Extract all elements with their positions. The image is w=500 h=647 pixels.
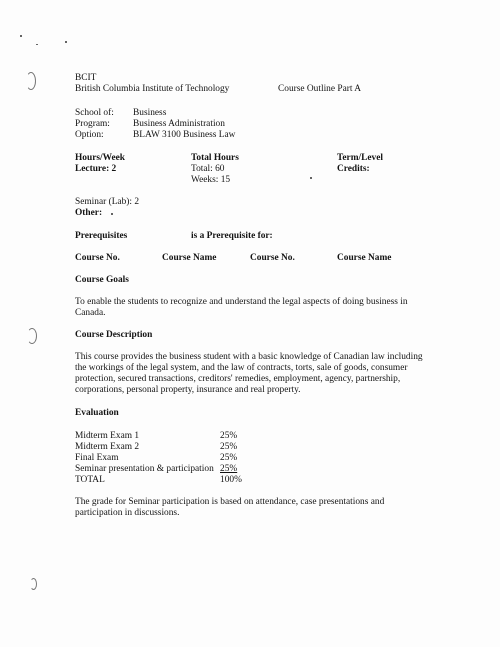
lecture-hours: Lecture: 2 [75, 164, 117, 174]
evaluation-row [75, 431, 255, 442]
evaluation-item: Final Exam [75, 453, 119, 463]
total-hours: Total: 60 [191, 164, 225, 174]
school-label: School of: [75, 108, 114, 118]
evaluation-heading: Evaluation [75, 408, 119, 418]
scan-speck [20, 35, 22, 37]
course-goals-heading: Course Goals [75, 275, 129, 285]
evaluation-total-percent: 100% [220, 475, 242, 485]
weeks: Weeks: 15 [191, 175, 231, 185]
seminar-hours: Seminar (Lab): 2 [75, 197, 140, 207]
evaluation-percent: 25% [220, 442, 238, 452]
school-value: Business [133, 108, 167, 118]
document-title: Course Outline Part A [278, 84, 362, 94]
evaluation-row [75, 464, 255, 475]
org-full-name: British Columbia Institute of Technology [75, 84, 230, 94]
org-short-name: BCIT [75, 73, 97, 83]
prereq-course-name-header: Course Name [162, 253, 217, 263]
course-description-heading: Course Description [75, 330, 153, 340]
scan-speck [310, 177, 312, 179]
program-value: Business Administration [133, 119, 225, 129]
binder-hole-mark [27, 328, 37, 344]
binder-hole-mark [26, 72, 36, 90]
hours-week-label: Hours/Week [75, 153, 126, 163]
term-level-label: Term/Level [337, 153, 383, 163]
evaluation-total-row [75, 475, 255, 486]
option-label: Option: [75, 130, 104, 140]
scan-speck [36, 44, 38, 45]
course-goals-text: To enable the students to recognize and understand the legal aspects of doing business in Canada. [75, 297, 408, 318]
evaluation-total-label: TOTAL [75, 475, 105, 485]
course-description-text: This course provides the business student with a basic knowledge of Canadian law including the workings of the legal system, and the law of contracts, torts, sale of goods, consumer protection, secured transactions, creditors' remedies, employment, agency, partnership, corporations, personal property, insurance and real property. [75, 352, 423, 395]
evaluation-note: The grade for Seminar participation is based on attendance, case presentations and participation in discussions. [75, 497, 385, 518]
evaluation-item: Midterm Exam 1 [75, 431, 140, 441]
prereq-course-no-header: Course No. [75, 253, 120, 263]
evaluation-row [75, 442, 255, 453]
credits-label: Credits: [337, 164, 370, 174]
scan-speck [65, 41, 67, 43]
evaluation-item: Midterm Exam 2 [75, 442, 140, 452]
is-prerequisite-for-label: is a Prerequisite for: [191, 231, 273, 241]
evaluation-item: Seminar presentation & participation [75, 464, 214, 474]
evaluation-percent: 25% [220, 431, 238, 441]
program-label: Program: [75, 119, 110, 129]
prereq-for-course-no-header: Course No. [250, 253, 295, 263]
scan-speck [111, 213, 113, 215]
evaluation-row [75, 453, 255, 464]
evaluation-percent: 25% [220, 464, 238, 474]
prerequisites-label: Prerequisites [75, 231, 128, 241]
total-hours-label: Total Hours [191, 153, 239, 163]
option-value: BLAW 3100 Business Law [133, 130, 236, 140]
other-label: Other: [75, 208, 103, 218]
binder-hole-mark [30, 578, 37, 590]
evaluation-percent: 25% [220, 453, 238, 463]
prereq-for-course-name-header: Course Name [337, 253, 392, 263]
